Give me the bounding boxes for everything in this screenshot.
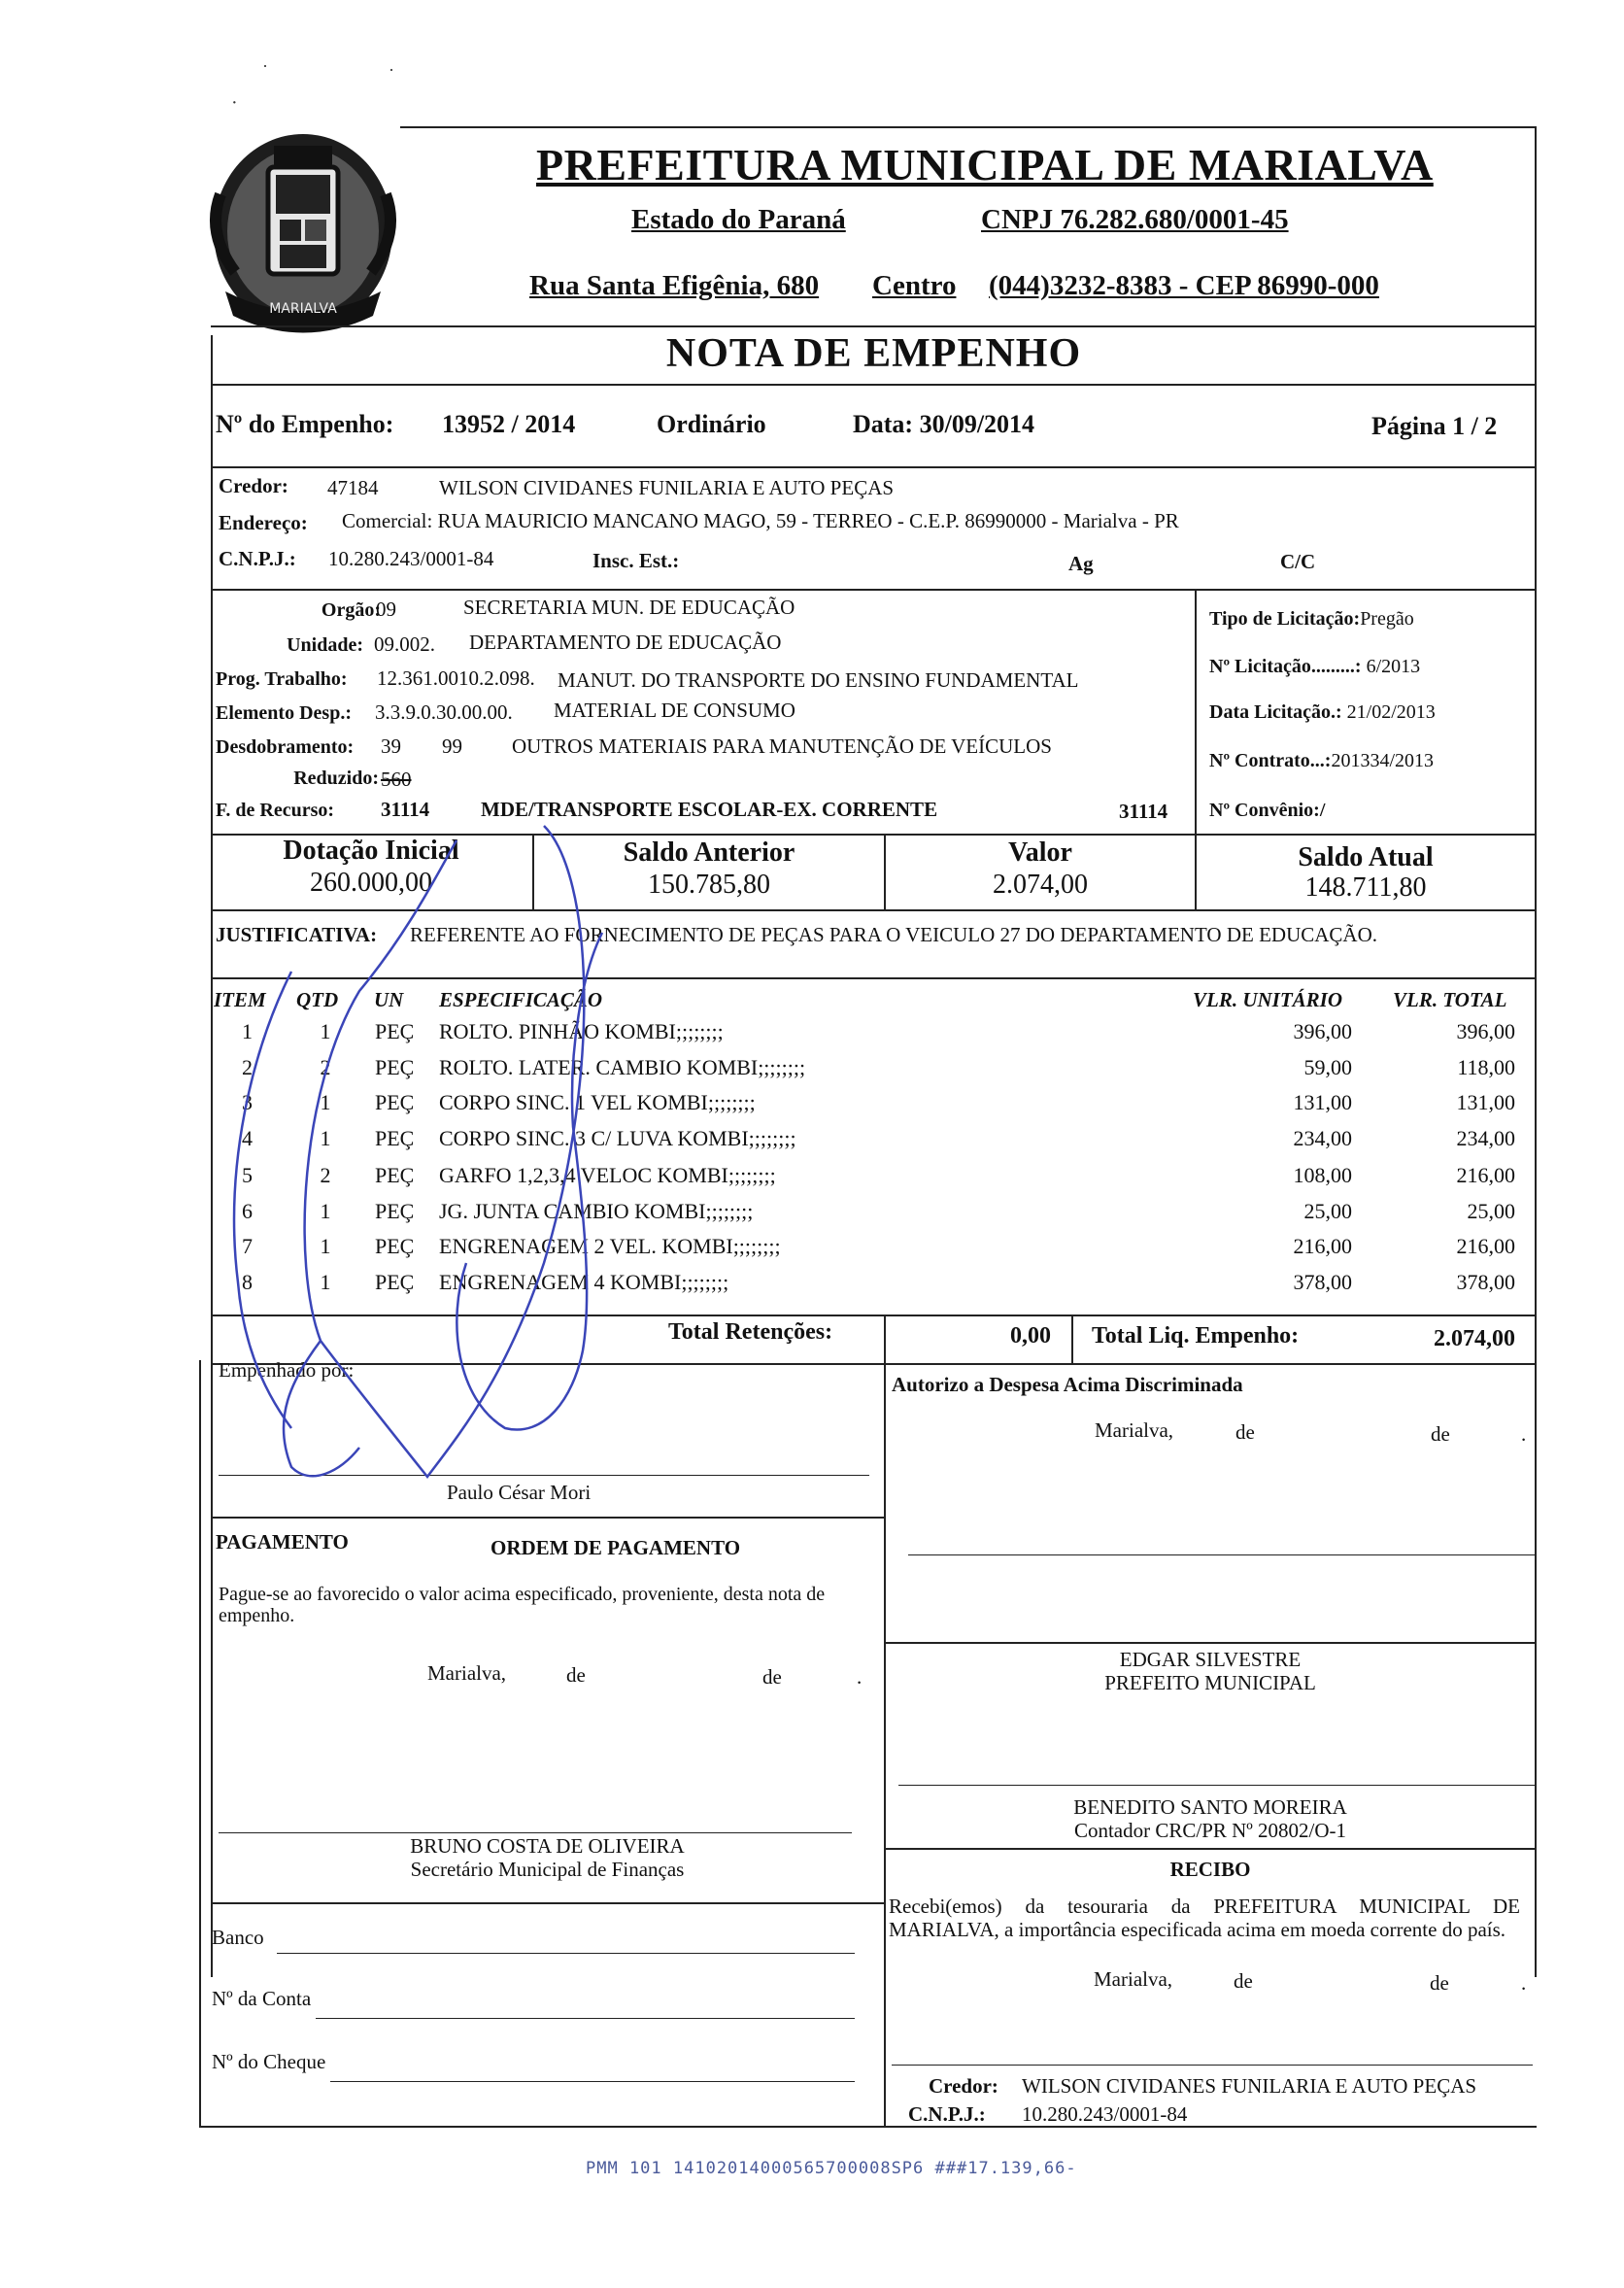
state-label: Estado do Paraná: [631, 204, 846, 235]
reduzido-code: 560: [381, 768, 412, 791]
recibo-cnpj-label: C.N.P.J.:: [908, 2102, 986, 2126]
prog-desc: MANUT. DO TRANSPORTE DO ENSINO FUNDAMENTAL: [558, 668, 1079, 692]
cell-total: 118,00: [1457, 1055, 1515, 1079]
cell-unit: 216,00: [1293, 1234, 1352, 1258]
cell-spec: ENGRENAGEM 2 VEL. KOMBI;;;;;;;;: [439, 1234, 781, 1258]
total-liquido-label: Total Liq. Empenho:: [1092, 1323, 1300, 1349]
cell-qtd: 1: [320, 1019, 331, 1043]
empenho-type: Ordinário: [657, 410, 766, 438]
contador-role: Contador CRC/PR Nº 20802/O-1: [1073, 1819, 1347, 1842]
credor-code: 47184: [327, 476, 379, 499]
recibo-place: Marialva,: [1094, 1967, 1173, 1991]
autorizo-place: Marialva,: [1095, 1418, 1174, 1442]
unidade-label: Unidade:: [287, 634, 363, 656]
cell-spec: ENGRENAGEM 4 KOMBI;;;;;;;;: [439, 1270, 729, 1294]
street-address: Rua Santa Efigênia, 680: [529, 270, 820, 301]
pagamento-place: Marialva,: [427, 1661, 507, 1685]
cnpj-label: C.N.P.J.:: [219, 547, 296, 570]
address-label: Endereço:: [219, 511, 308, 534]
unidade-desc: DEPARTAMENTO DE EDUCAÇÃO: [469, 631, 782, 654]
cell-un: PEÇ: [375, 1126, 415, 1150]
reduzido-label: Reduzido:: [293, 768, 379, 789]
desdobramento-code: 39: [381, 734, 401, 758]
col-header-unit: VLR. UNITÁRIO: [1193, 988, 1343, 1011]
cell-total: 234,00: [1456, 1126, 1515, 1150]
scan-speck: ·: [389, 60, 394, 80]
col-header-spec: ESPECIFICAÇÃO: [439, 988, 603, 1011]
cell-item: 5: [242, 1163, 253, 1187]
cell-un: PEÇ: [375, 1055, 415, 1079]
cell-qtd: 2: [320, 1055, 331, 1079]
num-contrato-label: Nº Contrato...:: [1209, 750, 1332, 771]
cell-item: 3: [242, 1090, 253, 1114]
cell-spec: CORPO SINC. 3 C/ LUVA KOMBI;;;;;;;;: [439, 1126, 796, 1150]
empenho-number-label: Nº do Empenho:: [216, 410, 394, 438]
saldo-anterior-label: Saldo Anterior: [623, 837, 795, 868]
prefeito-role: PREFEITO MUNICIPAL: [1104, 1671, 1316, 1694]
saldo-anterior-value: 150.785,80: [648, 870, 770, 900]
district-label: Centro: [872, 270, 957, 301]
valor-value: 2.074,00: [993, 870, 1088, 900]
num-licitacao-label: Nº Licitação.........:: [1209, 656, 1362, 677]
autorizo-de-2: de: [1431, 1422, 1450, 1446]
cell-total: 378,00: [1456, 1270, 1515, 1294]
phone-cep: (044)3232-8383 - CEP 86990-000: [989, 270, 1379, 301]
recibo-credor-name: WILSON CIVIDANES FUNILARIA E AUTO PEÇAS: [1022, 2074, 1477, 2098]
cell-unit: 234,00: [1293, 1126, 1352, 1150]
cell-total: 131,00: [1456, 1090, 1515, 1114]
orgao-label: Orgão:: [321, 599, 381, 621]
cell-total: 396,00: [1456, 1019, 1515, 1043]
dot: .: [1521, 1422, 1527, 1446]
saldo-atual-label: Saldo Atual: [1298, 842, 1434, 872]
unidade-code: 09.002.: [374, 632, 435, 656]
cell-item: 1: [242, 1019, 253, 1043]
total-liquido-value: 2.074,00: [1434, 1326, 1515, 1351]
cell-item: 2: [242, 1055, 253, 1079]
cell-total: 25,00: [1467, 1199, 1515, 1223]
cell-unit: 59,00: [1303, 1055, 1352, 1079]
cell-qtd: 1: [320, 1234, 331, 1258]
cell-qtd: 1: [320, 1090, 331, 1114]
cell-unit: 131,00: [1293, 1090, 1352, 1114]
valor-label: Valor: [1008, 837, 1072, 868]
cell-un: PEÇ: [375, 1019, 415, 1043]
desdobramento-label: Desdobramento:: [216, 736, 355, 758]
recibo-de-1: de: [1234, 1969, 1253, 1993]
credor-cnpj: 10.280.243/0001-84: [328, 547, 494, 570]
cheque-label: Nº do Cheque: [212, 2050, 326, 2073]
prog-label: Prog. Trabalho:: [216, 668, 348, 690]
num-licitacao-value: 6/2013: [1366, 656, 1421, 677]
cell-total: 216,00: [1456, 1163, 1515, 1187]
banco-label: Banco: [212, 1926, 264, 1949]
num-contrato-value: 201334/2013: [1331, 750, 1435, 771]
orgao-desc: SECRETARIA MUN. DE EDUCAÇÃO: [463, 596, 795, 619]
ag-label: Ag: [1068, 552, 1094, 575]
cell-item: 6: [242, 1199, 253, 1223]
scan-stamp: PMM 101 14102014000565700008SP6 ###17.139,66-: [586, 2159, 1077, 2178]
cnpj-header: CNPJ 76.282.680/0001-45: [981, 204, 1289, 235]
pagamento-de-1: de: [566, 1663, 586, 1687]
dot: .: [1521, 1971, 1527, 1995]
cell-spec: CORPO SINC. 1 VEL KOMBI;;;;;;;;: [439, 1090, 756, 1114]
num-convenio: Nº Convênio:/: [1209, 800, 1326, 821]
dotacao-label: Dotação Inicial: [283, 836, 459, 866]
saldo-atual-value: 148.711,80: [1304, 872, 1427, 903]
cell-qtd: 1: [320, 1270, 331, 1294]
empenho-date: Data: 30/09/2014: [853, 410, 1035, 438]
cell-total: 216,00: [1456, 1234, 1515, 1258]
elemento-code: 3.3.9.0.30.00.00.: [375, 700, 513, 724]
autorizo-label: Autorizo a Despesa Acima Discriminada: [892, 1373, 1243, 1396]
insc-est-label: Insc. Est.:: [592, 549, 680, 572]
cell-spec: JG. JUNTA CAMBIO KOMBI;;;;;;;;: [439, 1199, 754, 1223]
cell-unit: 108,00: [1293, 1163, 1352, 1187]
page-number: Página 1 / 2: [1371, 412, 1498, 440]
recibo-label: RECIBO: [1169, 1858, 1251, 1881]
recibo-text: Recebi(emos) da tesouraria da PREFEITURA MUNICIPAL DE MARIALVA, a importância especificada acima em moeda corrente do país.: [889, 1895, 1520, 1941]
elemento-label: Elemento Desp.:: [216, 702, 352, 724]
recibo-de-2: de: [1430, 1971, 1449, 1995]
pagamento-label: PAGAMENTO: [216, 1530, 349, 1554]
desdobramento-desc: OUTROS MATERIAIS PARA MANUTENÇÃO DE VEÍCULOS: [512, 734, 1052, 758]
dotacao-value: 260.000,00: [310, 868, 432, 898]
cell-spec: ROLTO. LATER. CAMBIO KOMBI;;;;;;;;: [439, 1055, 806, 1079]
cell-unit: 25,00: [1303, 1199, 1352, 1223]
secretario-role: Secretário Municipal de Finanças: [410, 1858, 685, 1881]
fonte-recurso-code: 31114: [381, 798, 430, 821]
elemento-desc: MATERIAL DE CONSUMO: [554, 699, 795, 722]
credor-address: Comercial: RUA MAURICIO MANCANO MAGO, 59 - TERREO - C.E.P. 86990000 - Marialva - PR: [342, 509, 1179, 532]
cell-un: PEÇ: [375, 1090, 415, 1114]
cc-label: C/C: [1280, 550, 1316, 573]
col-header-total: VLR. TOTAL: [1393, 988, 1507, 1011]
col-header-qtd: QTD: [296, 988, 339, 1011]
cell-un: PEÇ: [375, 1163, 415, 1187]
pagamento-text: Pague-se ao favorecido o valor acima especificado, proveniente, desta nota de empenho.: [219, 1584, 826, 1626]
empenho-number: 13952 / 2014: [442, 410, 576, 438]
fonte-recurso-desc: MDE/TRANSPORTE ESCOLAR-EX. CORRENTE: [481, 798, 938, 821]
desdobramento-code2: 99: [442, 734, 462, 758]
scan-speck: ·: [262, 56, 268, 76]
document-title: NOTA DE EMPENHO: [665, 331, 1082, 376]
col-header-un: UN: [374, 988, 404, 1011]
scan-speck: ·: [231, 92, 238, 114]
svg-text:MARIALVA: MARIALVA: [269, 301, 337, 317]
pagamento-de-2: de: [762, 1665, 782, 1689]
col-header-item: ITEM: [214, 988, 266, 1011]
data-licitacao-value: 21/02/2013: [1346, 701, 1436, 723]
conta-label: Nº da Conta: [212, 1987, 312, 2010]
data-licitacao-label: Data Licitação.:: [1209, 701, 1342, 723]
tipo-licitacao-label: Tipo de Licitação:: [1209, 608, 1361, 630]
cell-unit: 378,00: [1293, 1270, 1352, 1294]
cell-item: 7: [242, 1234, 253, 1258]
ordem-pagamento-label: ORDEM DE PAGAMENTO: [491, 1536, 741, 1559]
recibo-credor-label: Credor:: [929, 2074, 998, 2098]
cell-item: 8: [242, 1270, 253, 1294]
orgao-code: 09: [376, 598, 396, 621]
empenhado-por-label: Empenhado por:: [219, 1358, 355, 1382]
prefeitura-title: PREFEITURA MUNICIPAL DE MARIALVA: [536, 140, 1434, 189]
recibo-cnpj: 10.280.243/0001-84: [1022, 2102, 1188, 2126]
cell-unit: 396,00: [1293, 1019, 1352, 1043]
autorizo-de-1: de: [1235, 1420, 1255, 1444]
fonte-recurso-code2: 31114: [1119, 800, 1168, 823]
cell-un: PEÇ: [375, 1270, 415, 1294]
cell-un: PEÇ: [375, 1199, 415, 1223]
tipo-licitacao-value: Pregão: [1360, 608, 1414, 630]
dot: .: [857, 1665, 863, 1689]
cell-spec: ROLTO. PINHÃO KOMBI;;;;;;;;: [439, 1019, 724, 1043]
cell-spec: GARFO 1,2,3,4 VELOC KOMBI;;;;;;;;: [439, 1163, 776, 1187]
fonte-recurso-label: F. de Recurso:: [216, 800, 335, 821]
total-retencoes-value: 0,00: [1010, 1323, 1051, 1349]
cell-un: PEÇ: [375, 1234, 415, 1258]
credor-label: Credor:: [219, 474, 288, 497]
justificativa-text: REFERENTE AO FORNECIMENTO DE PEÇAS PARA O VEICULO 27 DO DEPARTAMENTO DE EDUCAÇÃO.: [410, 923, 1378, 946]
justificativa-label: JUSTIFICATIVA:: [216, 923, 378, 946]
cell-qtd: 2: [320, 1163, 331, 1187]
prog-code: 12.361.0010.2.098.: [377, 666, 535, 690]
total-retencoes-label: Total Retenções:: [668, 1319, 833, 1345]
cell-qtd: 1: [320, 1199, 331, 1223]
contador-name: BENEDITO SANTO MOREIRA: [1073, 1795, 1347, 1819]
prefeito-name: EDGAR SILVESTRE: [1119, 1648, 1302, 1671]
cell-qtd: 1: [320, 1126, 331, 1150]
secretario-name: BRUNO COSTA DE OLIVEIRA: [410, 1834, 685, 1858]
credor-name: WILSON CIVIDANES FUNILARIA E AUTO PEÇAS: [439, 476, 895, 499]
cell-item: 4: [242, 1126, 253, 1150]
empenhado-name: Paulo César Mori: [447, 1481, 592, 1504]
